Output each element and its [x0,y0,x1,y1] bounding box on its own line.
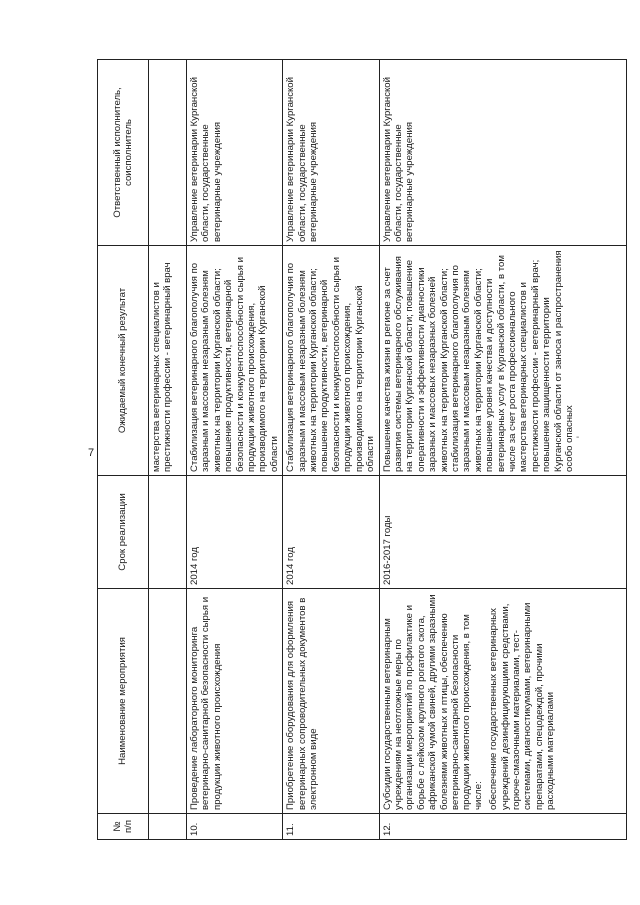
row-period: 2016-2017 годы [379,476,627,589]
row-name: Проведение лабораторного мониторинга ветеринарно-санитарной безопасности сырья и продукции животного происхождения [187,589,283,814]
row-responsible: Управление ветеринарии Курганской области, государственные ветеринарные учреждения [187,60,283,246]
stray-mark: - [576,432,580,443]
row-result: Стабилизация ветеринарного благополучия по заразным и массовым незаразным болезням животных на территории Курганской области; повышение продуктивности, ветеринарной безопасности и конкурентоспособности сырья и продукции животного происхождения, производимого на территории Курганской области [283,246,379,476]
cont-result: мастерства ветеринарных специалистов и престижности профессии - ветеринарный врач [149,246,187,476]
header-period: Срок реализации [98,476,149,589]
row-period: 2014 год [187,476,283,589]
row-responsible: Управление ветеринарии Курганской области, государственные ветеринарные учреждения [283,60,379,246]
header-name: Наименование мероприятия [98,589,149,814]
rotated-table-container [97,60,627,840]
table-row [187,60,283,840]
row-name: Субсидии государственным ветеринарным учреждениям на неотложные меры по организации мероприятий по профилактике и борьбе с лейкозом крупного рогатого скота, африканской чумой свиней, другими заразными болезнями животных и птицы, обеспечению ветеринарно-санитарной безопасности продукции животного происхождения, в том числе: [381,594,484,810]
row-period: 2014 год [283,476,379,589]
table-row [379,60,627,840]
row-num: 10. [187,814,283,840]
row-result: Стабилизация ветеринарного благополучия по заразным и массовым незаразным болезням животных на территории Курганской области; повышение продуктивности, ветеринарной безопасности и конкурентоспособности сырья и продукции животного происхождения, производимого на территории Курганской области [187,246,283,476]
cont-num [149,814,187,840]
cont-period [149,476,187,589]
row-result: Повышение качества жизни в регионе за счет развития системы ветеринарного обслуживания на территории Курганской области; повышение оперативности и эффективности диагностики заразных и массовых незаразных болезней животных на территории Курганской области; стабилизация ветеринарного благополучия по заразным и массовым незаразным болезням животных на территории Курганской области; повышение уровня качества и доступности ветеринарных услуг в Курганской области, в том числе за счет роста профессионального мастерства ветеринарных специалистов и престижности профессии - ветеринарный врач; повышение защищенности территории Курганской области от заноса и распространения особо опасных [379,246,627,476]
header-responsible: Ответственный исполнитель, соисполнитель [98,60,149,246]
table-row [283,60,379,840]
measures-table [97,59,627,840]
row-name-cell [379,589,627,814]
cont-responsible [149,60,187,246]
row-num: 12. [379,814,627,840]
row-name-sub: обеспечение государственных ветеринарных учреждений дезинфицирующими средствами, горюче-смазочными материалами, тест-системами, диагностикумами, ветеринарными препаратами, спецодеждой, прочими расходными материалами [488,602,557,810]
table-header-row [98,60,149,840]
page-number: 7 [88,447,95,459]
header-result: Ожидаемый конечный результат [98,246,149,476]
row-name: Приобретение оборудования для оформления ветеринарных сопроводительных документов в электронном виде [283,589,379,814]
continuation-row [149,60,187,840]
row-responsible: Управление ветеринарии Курганской области, государственные ветеринарные учреждения [379,60,627,246]
cont-name [149,589,187,814]
header-num: № п/п [98,814,149,840]
row-num: 11. [283,814,379,840]
